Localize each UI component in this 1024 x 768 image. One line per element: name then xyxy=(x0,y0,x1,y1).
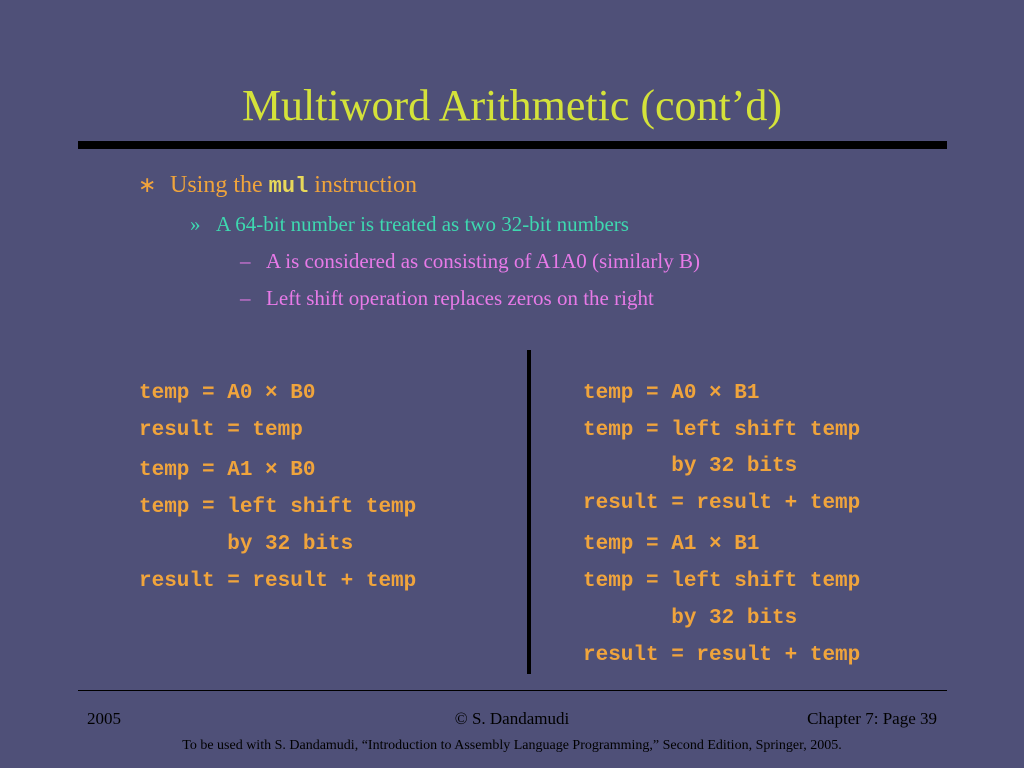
footer-note: To be used with S. Dandamudi, “Introduction to Assembly Language Programming,” Second Edition, Springer, 2005. xyxy=(182,738,842,753)
code-line: temp = A1 × B0 xyxy=(139,459,316,482)
footer-year: 2005 xyxy=(87,709,121,728)
bullet-level2-text: A 64-bit number is treated as two 32-bit numbers xyxy=(216,212,629,236)
dash-bullet-icon: – xyxy=(240,286,251,310)
code-line: result = result + temp xyxy=(583,492,861,515)
code-line: temp = A1 × B1 xyxy=(583,533,760,556)
bullet-level2 xyxy=(190,210,629,238)
code-line: result = result + temp xyxy=(139,570,417,593)
footer-page-number: Chapter 7: Page 39 xyxy=(807,709,937,728)
code-line: temp = A0 × B0 xyxy=(139,382,316,405)
code-line: result = temp xyxy=(139,419,303,442)
double-chevron-bullet-icon: » xyxy=(190,212,201,236)
bullet-level1-text-after: instruction xyxy=(308,172,417,198)
code-line: temp = left shift temp xyxy=(139,496,417,519)
slide-title: Multiword Arithmetic (cont’d) xyxy=(241,81,783,130)
code-line: temp = left shift temp xyxy=(583,570,861,593)
code-line: by 32 bits xyxy=(139,533,354,556)
bullet-level3-item xyxy=(240,284,654,312)
code-line: result = result + temp xyxy=(583,644,861,667)
code-line: by 32 bits xyxy=(583,455,798,478)
footer-divider xyxy=(78,690,947,691)
code-block-right xyxy=(583,0,861,667)
code-line: temp = left shift temp xyxy=(583,419,861,442)
dash-bullet-icon: – xyxy=(240,249,251,273)
bullet-level3-text: A is considered as consisting of A1A0 (similarly B) xyxy=(266,249,700,273)
footer-author: © S. Dandamudi xyxy=(454,709,570,728)
asterisk-bullet-icon: ∗ xyxy=(138,172,157,197)
code-line: by 32 bits xyxy=(583,607,798,630)
code-line: temp = A0 × B1 xyxy=(583,382,760,405)
column-divider xyxy=(527,350,531,674)
bullet-level1-text-before: Using the xyxy=(170,172,269,198)
title-divider xyxy=(78,141,947,149)
bullet-level1-code: mul xyxy=(268,174,309,199)
bullet-level3-text: Left shift operation replaces zeros on the right xyxy=(266,286,654,310)
